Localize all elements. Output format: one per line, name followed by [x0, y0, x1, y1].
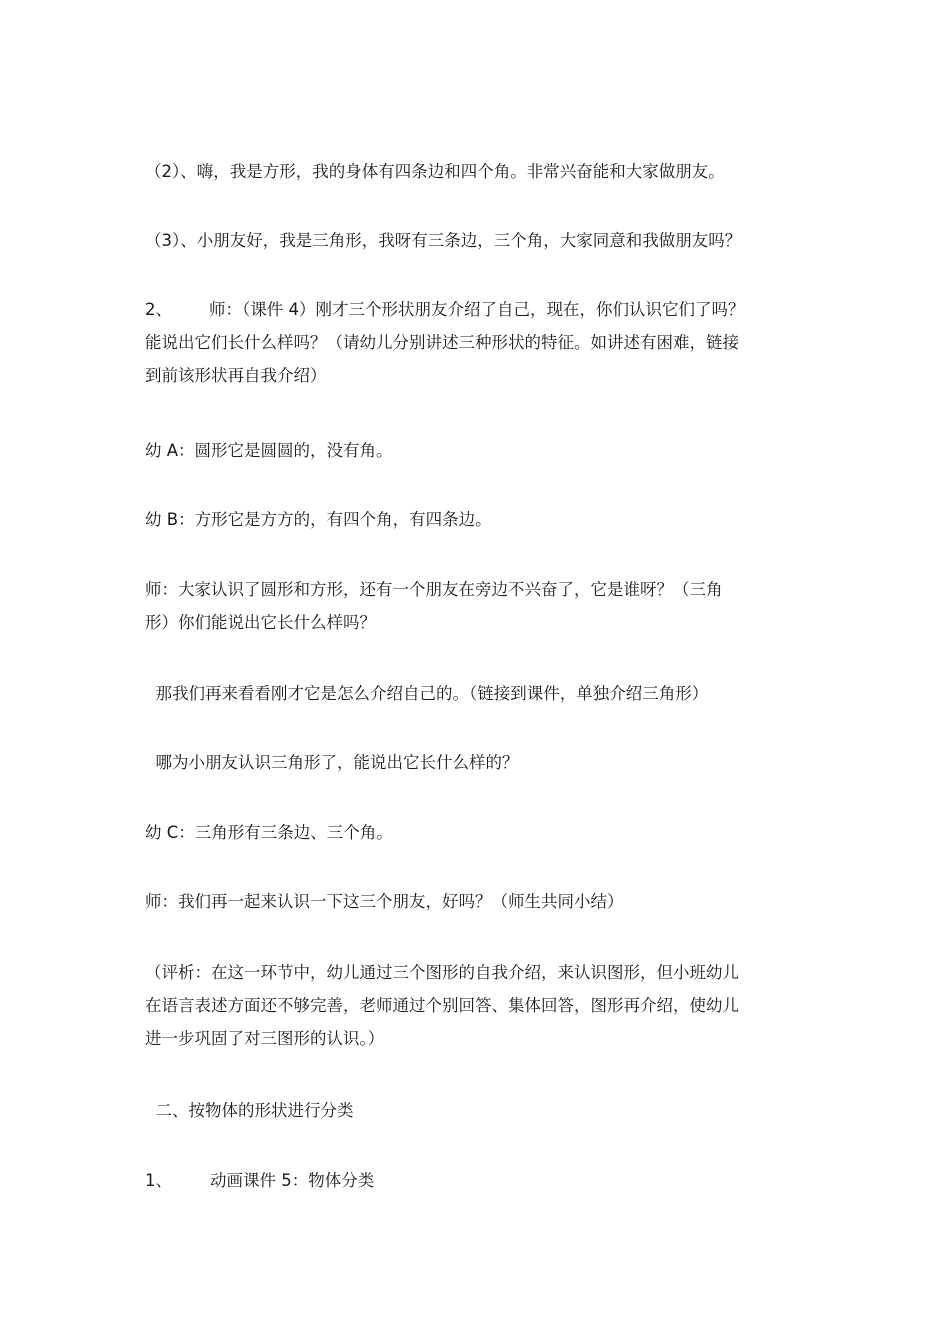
text-line: 形）你们能说出它长什么样吗？ — [145, 613, 376, 632]
text-line: 进一步巩固了对三图形的认识。） — [145, 1029, 385, 1048]
text-line: 在语言表述方面还不够完善，老师通过个别回答、集体回答，图形再介绍，使幼儿 — [145, 996, 739, 1015]
text-line: 到前该形状再自我介绍） — [145, 366, 327, 385]
text-line: （评析：在这一环节中，幼儿通过三个图形的自我介绍，来认识图形，但小班幼儿 — [145, 963, 739, 982]
paragraph-child-a — [145, 434, 815, 467]
text-line: 那我们再来看看刚才它是怎么介绍自己的。（链接到课件，单独介绍三角形） — [145, 684, 709, 703]
text-line: 哪为小朋友认识三角形了，能说出它长什么样的？ — [145, 753, 519, 772]
text-line — [145, 1164, 815, 1197]
paragraph-square-intro — [145, 155, 815, 188]
text-line: 幼 A：圆形它是圆圆的，没有角。 — [145, 441, 393, 460]
paragraph-animation-courseware — [145, 1164, 815, 1197]
paragraph-teacher-triangle — [145, 573, 815, 639]
text-line: 幼 C：三角形有三条边、三个角。 — [145, 823, 393, 842]
list-number: 1、 — [145, 1171, 172, 1190]
paragraph-child-b — [145, 503, 815, 536]
text-line: 幼 B：方形它是方方的，有四个角，有四条边。 — [145, 510, 492, 529]
paragraph-triangle-intro — [145, 224, 815, 257]
text-line: （3）、小朋友好，我是三角形，我呀有三条边，三个角，大家同意和我做朋友吗？ — [145, 231, 742, 250]
text-line — [145, 293, 815, 326]
text-line: 师：大家认识了圆形和方形，还有一个朋友在旁边不兴奋了，它是谁呀？（三角 — [145, 580, 723, 599]
paragraph-look-again — [145, 677, 815, 710]
paragraph-who-knows — [145, 746, 815, 779]
paragraph-teacher-question — [145, 293, 815, 392]
section-heading-classify — [145, 1094, 815, 1127]
paragraph-teacher-summary — [145, 885, 815, 918]
text-run: 师：（课件 4）刚才三个形状朋友介绍了自己，现在，你们认识它们了吗？ — [209, 300, 745, 319]
text-run: 动画课件 5：物体分类 — [210, 1171, 375, 1190]
paragraph-child-c — [145, 816, 815, 849]
text-line: （2）、嗨，我是方形，我的身体有四条边和四个角。非常兴奋能和大家做朋友。 — [145, 162, 725, 181]
text-line: 师：我们再一起来认识一下这三个朋友，好吗？（师生共同小结） — [145, 892, 624, 911]
text-line: 能说出它们长什么样吗？（请幼儿分别讲述三种形状的特征。如讲述有困难，链接 — [145, 333, 739, 352]
paragraph-analysis — [145, 956, 815, 1055]
text-line: 二、按物体的形状进行分类 — [145, 1101, 354, 1120]
list-number: 2、 — [145, 300, 172, 319]
